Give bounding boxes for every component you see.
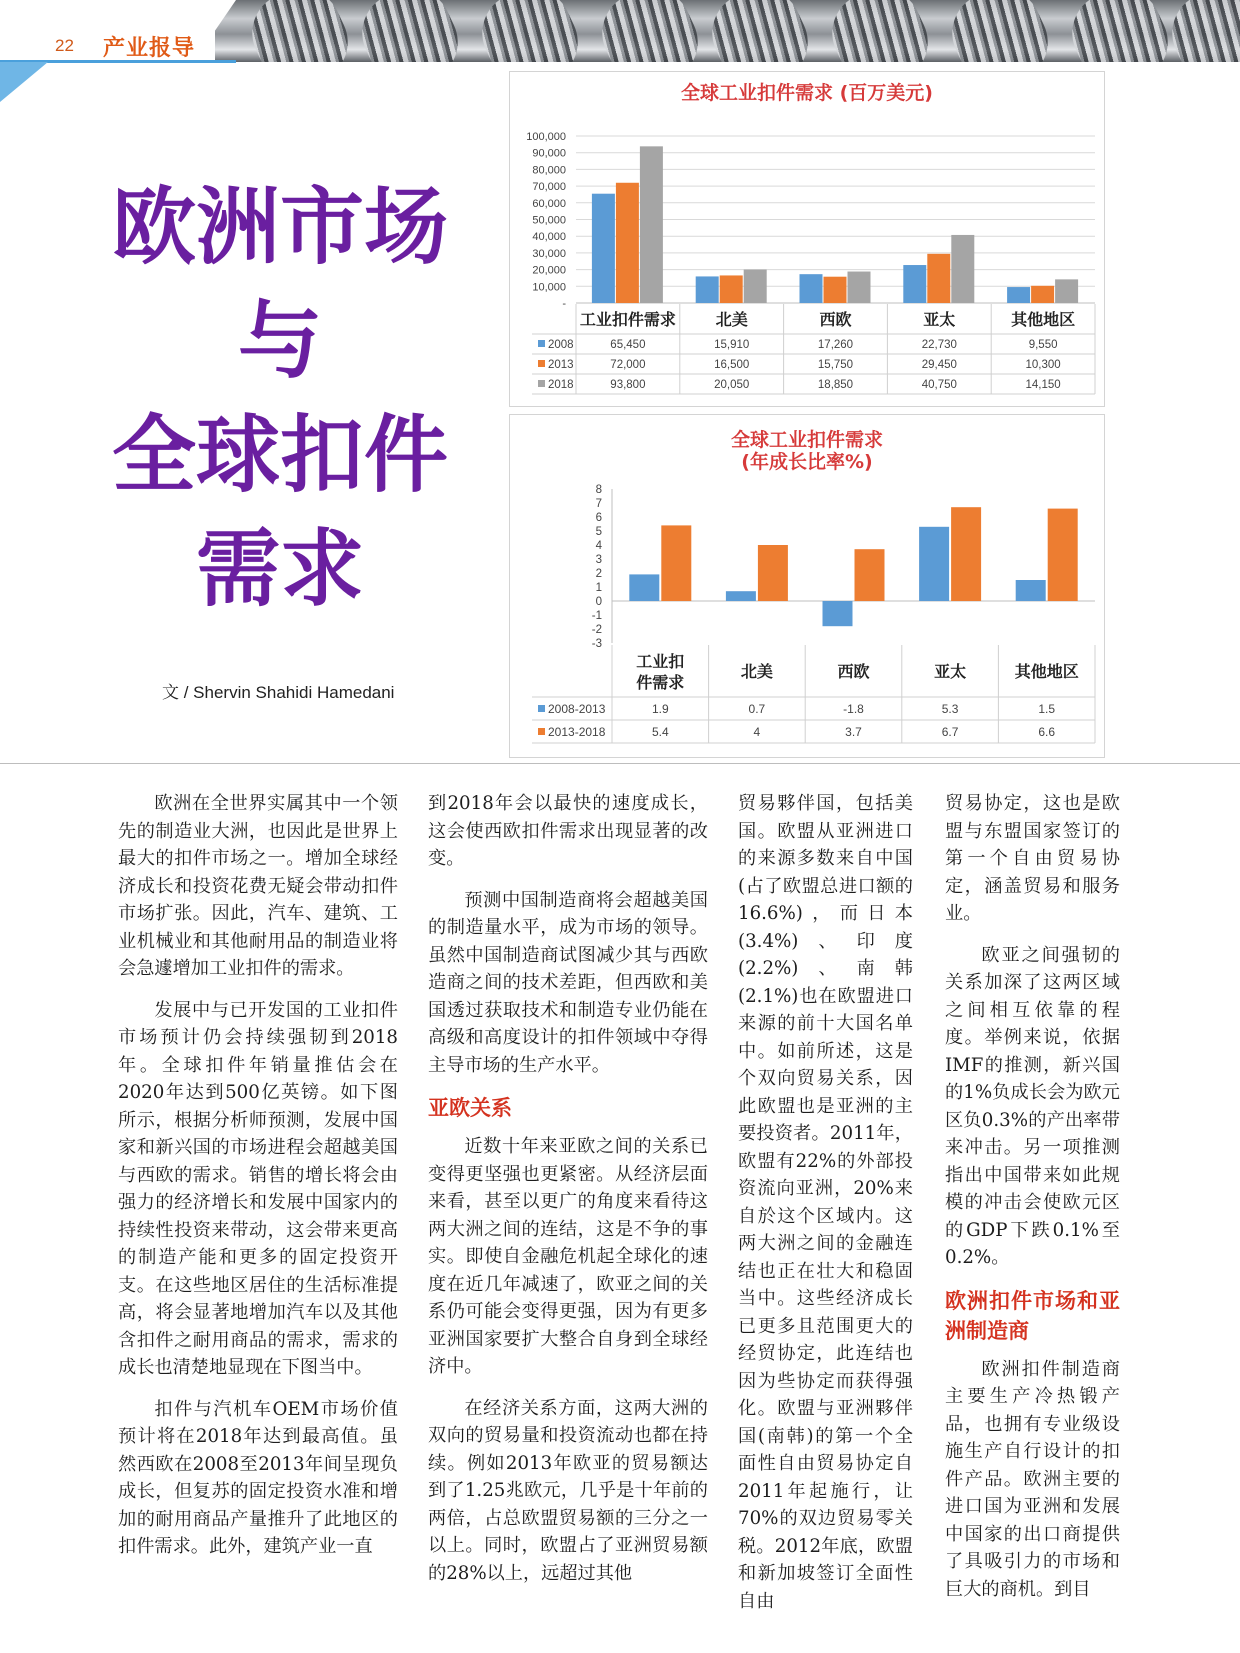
table-cell: 0.7 (748, 702, 766, 716)
legend-swatch (538, 380, 545, 387)
category-label: 工业扣件需求 (579, 312, 676, 329)
bar (720, 275, 743, 303)
table-cell: 1.5 (1038, 702, 1056, 716)
body-column-4 (945, 790, 1120, 1617)
paragraph: 发展中与已开发国的工业扣件市场预计仍会持续强韧到2018年。全球扣件年销量推估会在2020年达到500亿英镑。如下图所示，根据分析师预测，发展中国家和新兴国的市场进程会超越美国与西欧的需求。销售的增长将会由强力的经济增长和发展中国家内的持续性投资来带动，这会带来更高的制造产能和更多的固定投资开支。在这些地区居住的生活标准提高，将会显著地增加汽车以及其他含扣件之耐用商品的需求，需求的成长也清楚地显现在下图当中。 (118, 999, 398, 1378)
bar (855, 549, 885, 601)
y-tick-label: 100,000 (526, 131, 566, 143)
table-cell: -1.8 (843, 702, 864, 716)
title-line: 与 (237, 292, 322, 390)
legend-swatch (538, 705, 545, 712)
title-line: 欧洲市场 (111, 178, 448, 276)
y-tick-label: 30,000 (532, 247, 566, 260)
y-tick-label: 20,000 (532, 264, 566, 277)
paragraph: 贸易夥伴国，包括美国。欧盟从亚洲进口的来源多数来自中国(占了欧盟总进口额的16.6%)，而日本(3.4%)、印度(2.2%)、南韩(2.1%)也在欧盟进口来源的前十大国名单中。如前所述，这是个双向贸易关系，因此欧盟也是亚洲的主要投资者。2011年，欧盟有22%的外部投资流向亚洲，20%来自於这个区域内。这两大洲之间的金融连结也正在壮大和稳固当中。这些经济成长已更多且范围更大的经贸协定，此连结也因为些协定而获得强化。欧盟与亚洲夥伴国(南韩)的第一个全面性自由贸易协定自2011年起施行，让70%的双边贸易零关税。2012年底，欧盟和新加坡签订全面性自由 (738, 793, 913, 1612)
bar (592, 194, 615, 303)
category-label: 工业扣 (636, 654, 685, 671)
bar (661, 525, 691, 601)
y-tick-label: -3 (591, 638, 602, 650)
bar (1055, 279, 1078, 303)
legend-label: 2018 (548, 379, 574, 391)
page-number: 22 (55, 36, 74, 55)
category-label: 西欧 (837, 664, 870, 681)
bar (824, 277, 847, 303)
category-label: 亚太 (934, 664, 967, 681)
body-column-1 (118, 790, 398, 1575)
y-tick-label: - (562, 298, 566, 310)
y-tick-label: -1 (591, 610, 602, 622)
paragraph: 预测中国制造商将会超越美国的制造量水平，成为市场的领导。虽然中国制造商试图减少其与西欧造商之间的技术差距，但西欧和美国透过获取技术和制造专业仍能在高级和高度设计的扣件领域中夺得主导市场的生产水平。 (428, 889, 708, 1076)
category-label: 亚太 (923, 312, 956, 329)
bar (758, 545, 788, 601)
legend-swatch (538, 360, 545, 367)
table-cell: 40,750 (921, 379, 957, 391)
table-cell: 9,550 (1028, 339, 1058, 351)
y-tick-label: 5 (595, 526, 602, 538)
paragraph: 欧亚之间强韧的关系加深了这两区域之间相互依靠的程度。举例来说，依据IMF的推测，新兴国的1%负成长会为欧元区负0.3%的产出率带来冲击。另一项推测指出中国带来如此规模的冲击会使欧元区的GDP下跌0.1%至0.2%。 (945, 944, 1120, 1268)
category-label: 其他地区 (1014, 664, 1079, 681)
legend-swatch (538, 340, 545, 347)
bar (744, 270, 767, 303)
paragraph: 到2018年会以最快的速度成长，这会使西欧扣件需求出现显著的改变。 (428, 793, 708, 869)
chart-demand-value (509, 71, 1105, 407)
y-tick-label: 1 (595, 582, 602, 594)
bar (800, 274, 823, 303)
bar (726, 591, 756, 601)
table-cell: 16,500 (714, 359, 750, 371)
table-cell: 6.7 (941, 725, 959, 739)
legend-label: 2013-2018 (548, 725, 606, 739)
y-tick-label: 3 (595, 554, 602, 566)
bar (951, 507, 981, 601)
y-tick-label: 50,000 (532, 214, 566, 227)
bar (951, 235, 974, 303)
page-header (0, 0, 1240, 62)
bar (1048, 509, 1078, 601)
title-line: 全球扣件 (111, 406, 448, 504)
table-cell: 17,260 (817, 339, 854, 351)
section-heading: 欧洲扣件市场和亚洲制造商 (945, 1288, 1120, 1343)
y-tick-label: 40,000 (532, 231, 566, 244)
bar (823, 601, 853, 626)
paragraph: 在经济关系方面，这两大洲的双向的贸易量和投资流动也都在持续。例如2013年欧亚的贸易额达到了1.25兆欧元，几乎是十年前的两倍，占总欧盟贸易额的三分之一以上。同时，欧盟占了亚洲贸易额的28%以上，远超过其他 (428, 1397, 708, 1584)
section-heading: 亚欧关系 (428, 1096, 512, 1120)
byline: 文 / Shervin Shahidi Hamedani (162, 683, 395, 702)
bar (919, 527, 949, 601)
table-cell: 15,750 (817, 359, 854, 371)
header-fastener-photo (215, 0, 1240, 62)
chart-title: 全球工业扣件需求 (百万美元) (681, 82, 933, 104)
y-tick-label: -2 (591, 624, 602, 636)
paragraph: 欧洲扣件制造商主要生产冷热锻产品，也拥有专业级设施生产自行设计的扣件产品。欧洲主要的进口国为亚洲和发展中国家的出口商提供了具吸引力的市场和巨大的商机。到目 (945, 1358, 1120, 1600)
paragraph: 扣件与汽机车OEM市场价值预计将在2018年达到最高值。虽然西欧在2008至2013年间呈现负成长，但复苏的固定投资水准和增加的耐用商品产量推升了此地区的扣件需求。此外，建筑产业一直 (118, 1398, 398, 1557)
legend-swatch (538, 728, 545, 735)
title-line: 需求 (195, 520, 364, 618)
chart-growth-rate-svg (510, 415, 1104, 757)
table-cell: 22,730 (921, 339, 957, 351)
y-tick-label: 90,000 (532, 147, 566, 160)
paragraph: 欧洲在全世界实属其中一个领先的制造业大洲，也因此是世界上最大的扣件市场之一。增加全球经济成长和投资花费无疑会带动扣件市场扩张。因此，汽车、建筑、工业机械业和其他耐用品的制造业将会急遽增加工业扣件的需求。 (118, 793, 398, 979)
y-tick-label: 8 (595, 484, 602, 496)
bar (616, 183, 639, 303)
category-label: 西欧 (819, 312, 852, 329)
y-tick-label: 6 (595, 512, 602, 524)
table-cell: 6.6 (1038, 725, 1056, 739)
table-cell: 20,050 (714, 379, 750, 391)
table-cell: 5.3 (941, 702, 959, 716)
bar (927, 254, 950, 303)
bar (1007, 287, 1030, 303)
chart-demand-value-svg (510, 72, 1104, 406)
legend-label: 2008 (548, 339, 574, 351)
body-column-3 (738, 790, 913, 1629)
category-label: 件需求 (636, 675, 685, 692)
y-tick-label: 80,000 (532, 164, 566, 177)
paragraph: 贸易协定，这也是欧盟与东盟国家签订的第一个自由贸易协定，涵盖贸易和服务业。 (945, 793, 1120, 924)
bar (848, 272, 871, 303)
y-tick-label: 2 (595, 568, 602, 580)
table-cell: 5.4 (651, 725, 669, 739)
category-label: 北美 (715, 312, 748, 329)
chart-title: 全球工业扣件需求 (730, 429, 883, 451)
bar (903, 265, 926, 303)
table-cell: 14,150 (1025, 379, 1061, 391)
article-title (70, 170, 490, 626)
y-tick-label: 0 (595, 596, 602, 608)
table-cell: 15,910 (714, 339, 750, 351)
table-cell: 4 (753, 725, 761, 739)
table-cell: 65,450 (610, 339, 646, 351)
table-cell: 72,000 (610, 359, 646, 371)
y-tick-label: 60,000 (532, 197, 566, 210)
category-label: 北美 (740, 664, 773, 681)
y-tick-label: 10,000 (532, 281, 566, 294)
y-tick-label: 7 (595, 498, 602, 510)
bar (629, 574, 659, 601)
body-column-2 (428, 790, 708, 1601)
bar (696, 276, 719, 303)
bar (1016, 580, 1046, 601)
legend-label: 2008-2013 (548, 702, 606, 716)
table-cell: 3.7 (845, 725, 862, 739)
legend-label: 2013 (548, 359, 574, 371)
paragraph: 近数十年来亚欧之间的关系已变得更坚强也更紧密。从经济层面来看，甚至以更广的角度来看待这两大洲之间的连结，这是不争的事实。即使自金融危机起全球化的速度在近几年减速了，欧亚之间的关系仍可能会变得更强，因为有更多亚洲国家要扩大整合自身到全球经济中。 (428, 1136, 708, 1377)
table-cell: 29,450 (921, 359, 957, 371)
category-label: 其他地区 (1011, 312, 1076, 329)
chart-subtitle: (年成长比率%) (741, 451, 873, 473)
bar (1031, 286, 1054, 303)
bar (640, 146, 663, 303)
table-cell: 18,850 (817, 379, 854, 391)
section-divider (0, 763, 1240, 764)
table-cell: 10,300 (1025, 359, 1061, 371)
table-cell: 1.9 (651, 702, 669, 716)
header-accent-corner (0, 62, 48, 102)
section-label: 产业报导 (103, 36, 196, 61)
y-tick-label: 70,000 (532, 181, 566, 194)
table-cell: 93,800 (610, 379, 646, 391)
chart-growth-rate (509, 414, 1105, 758)
y-tick-label: 4 (595, 540, 602, 552)
